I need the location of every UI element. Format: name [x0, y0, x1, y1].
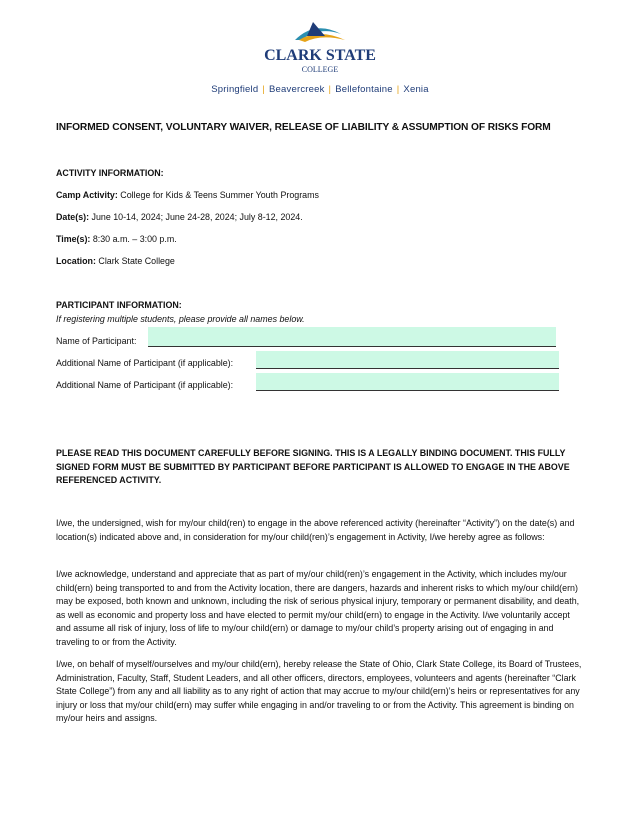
agreement-paragraph-2: I/we acknowledge, understand and appreciate that as part of my/our child(ren)’s engagement in the Activity, which includes my/our child(ern) being transported to and from the Activity location, there are dangers, hazards and inherent risks to which my/our child(ern) may be exposed, both known and unknown, including the risk of serious physical injury, temporary or permanent disability, and death, as well as economic and property loss and have elected to permit my/our child(ern) to engage in the Activity. I/we voluntarily accept and assume all risk of injury, loss of life to my/our child(ern) or damage to my/our child’s property arising out of engaging in and traveling to or from the Activity.: [56, 569, 580, 647]
location-value: Clark State College: [95, 256, 175, 266]
agreement-paragraph-1: I/we, the undersigned, wish for my/our child(ren) to engage in the above referenced activity (hereinafter “Activity”) on the date(s) and location(s) indicated above and, in consideration for my/our child(ren)’s engagement in Activity, I/we hereby agree as follows:: [56, 518, 575, 542]
agreement-paragraph-3: I/we, on behalf of myself/ourselves and my/our child(ern), hereby release the State of Ohio, Clark State College, its Board of Trustees, Administration, Faculty, Staff, Student Leaders, and all other officers, directors, employees, volunteers and agents (hereinafter “Clark State College”) from any and all liability as to any right of action that may accrue to my/our child(ern)’s heirs or representatives for any injury or loss that my/our child(ern) may suffer while engaging in and/or traveling to or from the Activity. This agreement is binding on my/our heirs and assigns.: [56, 659, 582, 724]
location-separator: |: [262, 84, 266, 95]
participant-name-label: Name of Participant:: [56, 336, 137, 346]
location-springfield: Springfield: [211, 84, 259, 95]
dates-line: [56, 212, 303, 223]
camp-activity-line: [56, 190, 319, 201]
times-line: [56, 234, 177, 245]
dates-value: June 10-14, 2024; June 24-28, 2024; July 8-12, 2024.: [89, 212, 303, 222]
camp-activity-label: Camp Activity:: [56, 190, 118, 200]
legal-warning: PLEASE READ THIS DOCUMENT CAREFULLY BEFORE SIGNING. THIS IS A LEGALLY BINDING DOCUMENT. THIS FULLY SIGNED FORM MUST BE SUBMITTED BY PARTICIPANT BEFORE PARTICIPANT IS ALLOWED TO ENGAGE IN THE ABOVE REFERENCED ACTIVITY.: [56, 448, 570, 486]
location-xenia: Xenia: [403, 84, 429, 95]
clark-state-logo-mark: [255, 18, 385, 80]
location-separator: |: [328, 84, 332, 95]
location-label: Location:: [56, 256, 96, 266]
times-label: Time(s):: [56, 234, 91, 244]
form-title: INFORMED CONSENT, VOLUNTARY WAIVER, RELEASE OF LIABILITY & ASSUMPTION OF RISKS FORM: [56, 122, 551, 133]
additional-participant-label-1: Additional Name of Participant (if applicable):: [56, 358, 234, 368]
participant-note: If registering multiple students, please provide all names below.: [56, 314, 305, 324]
logo-subwordmark: COLLEGE: [301, 65, 339, 74]
campus-locations: [0, 84, 640, 95]
college-logo: [0, 18, 640, 80]
camp-activity-value: College for Kids & Teens Summer Youth Programs: [117, 190, 319, 200]
participant-name-field[interactable]: [148, 327, 556, 347]
times-value: 8:30 a.m. – 3:00 p.m.: [90, 234, 177, 244]
location-bellefontaine: Bellefontaine: [335, 84, 393, 95]
participant-heading: PARTICIPANT INFORMATION:: [56, 300, 182, 310]
logo-wordmark: CLARK STATE: [264, 47, 376, 64]
activity-heading: ACTIVITY INFORMATION:: [56, 168, 164, 178]
location-line: [56, 256, 175, 267]
location-beavercreek: Beavercreek: [269, 84, 325, 95]
dates-label: Date(s):: [56, 212, 90, 222]
additional-participant-field-2[interactable]: [256, 373, 559, 391]
additional-participant-label-2: Additional Name of Participant (if applicable):: [56, 380, 234, 390]
additional-participant-field-1[interactable]: [256, 351, 559, 369]
location-separator: |: [396, 84, 400, 95]
